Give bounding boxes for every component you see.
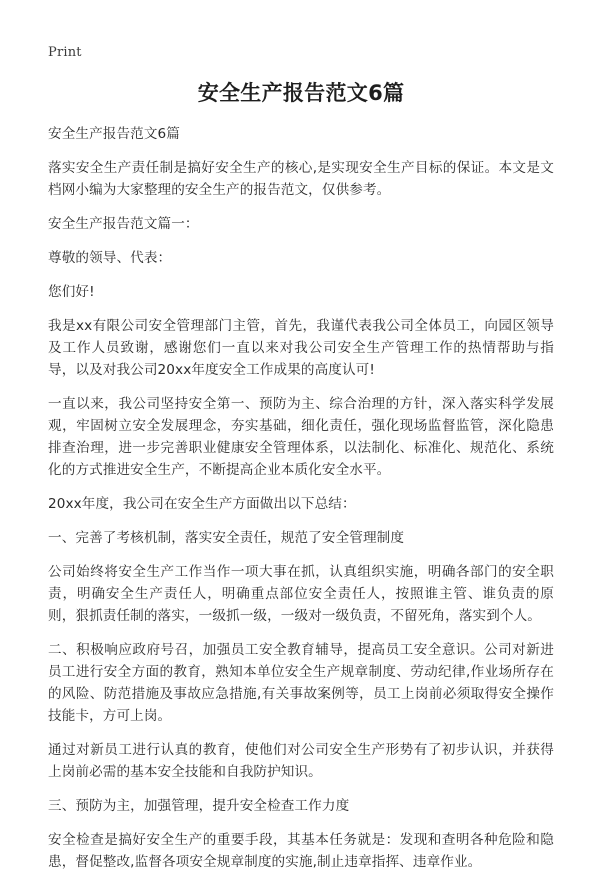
paragraph: 一直以来，我公司坚持安全第一、预防为主、综合治理的方针，深入落实科学发展观，牢固树立安全发展理念，夯实基础，细化责任，强化现场监督监管，深化隐患排查治理，进一步完善职业健康安全管理体系，以法制化、标准化、规范化、系统化的方式推进安全生产，不断提高企业本质化安全水平。 [48, 396, 554, 478]
paragraph: 落实安全生产责任制是搞好安全生产的核心,是实现安全生产目标的保证。本文是文档网小编为大家整理的安全生产的报告范文，仅供参考。 [48, 160, 554, 198]
paragraph: 公司始终将安全生产工作当作一项大事在抓，认真组织实施，明确各部门的安全职责，明确安全生产责任人，明确重点部位安全责任人，按照谁主管、谁负责的原则，狠抓责任制的落实，一级抓一级，一级对一级负责，不留死角，落实到个人。 [48, 564, 554, 624]
paragraph: 三、预防为主，加强管理，提升安全检查工作力度 [48, 798, 350, 814]
paragraph: 您们好! [48, 284, 95, 300]
paragraph: 安全检查是搞好安全生产的重要手段，其基本任务就是：发现和查明各种危险和隐患，督促整改,监督各项安全规章制度的实施,制止违章指挥、违章作业。 [48, 832, 554, 870]
page-title: 安全生产报告范文6篇 [197, 81, 405, 105]
paragraph: 二、积极响应政府号召，加强员工安全教育辅导，提高员工安全意识。公司对新进员工进行安全方面的教育，熟知本单位安全生产规章制度、劳动纪律,作业场所存在的风险、防范措施及事故应急措施,有关事故案例等，员工上岗前必须取得安全操作技能卡，方可上岗。 [48, 642, 554, 724]
paragraph: 20xx年度，我公司在安全生产方面做出以下总结： [48, 496, 356, 512]
paragraph: 安全生产报告范文6篇 [48, 126, 180, 142]
paragraph: 通过对新员工进行认真的教育，使他们对公司安全生产形势有了初步认识，并获得上岗前必需的基本安全技能和自我防护知识。 [48, 742, 554, 780]
paragraph: 尊敬的领导、代表： [48, 250, 172, 266]
print-link[interactable]: Print [48, 45, 82, 60]
document-body [48, 123, 554, 873]
paragraph: 我是xx有限公司安全管理部门主管，首先，我谨代表我公司全体员工，向园区领导及工作人员致谢，感谢您们一直以来对我公司安全生产管理工作的热情帮助与指导，以及对我公司20xx年度安全工作成果的高度认可! [48, 318, 554, 378]
paragraph: 一、完善了考核机制，落实安全责任，规范了安全管理制度 [48, 530, 405, 546]
paragraph: 安全生产报告范文篇一： [48, 216, 199, 232]
